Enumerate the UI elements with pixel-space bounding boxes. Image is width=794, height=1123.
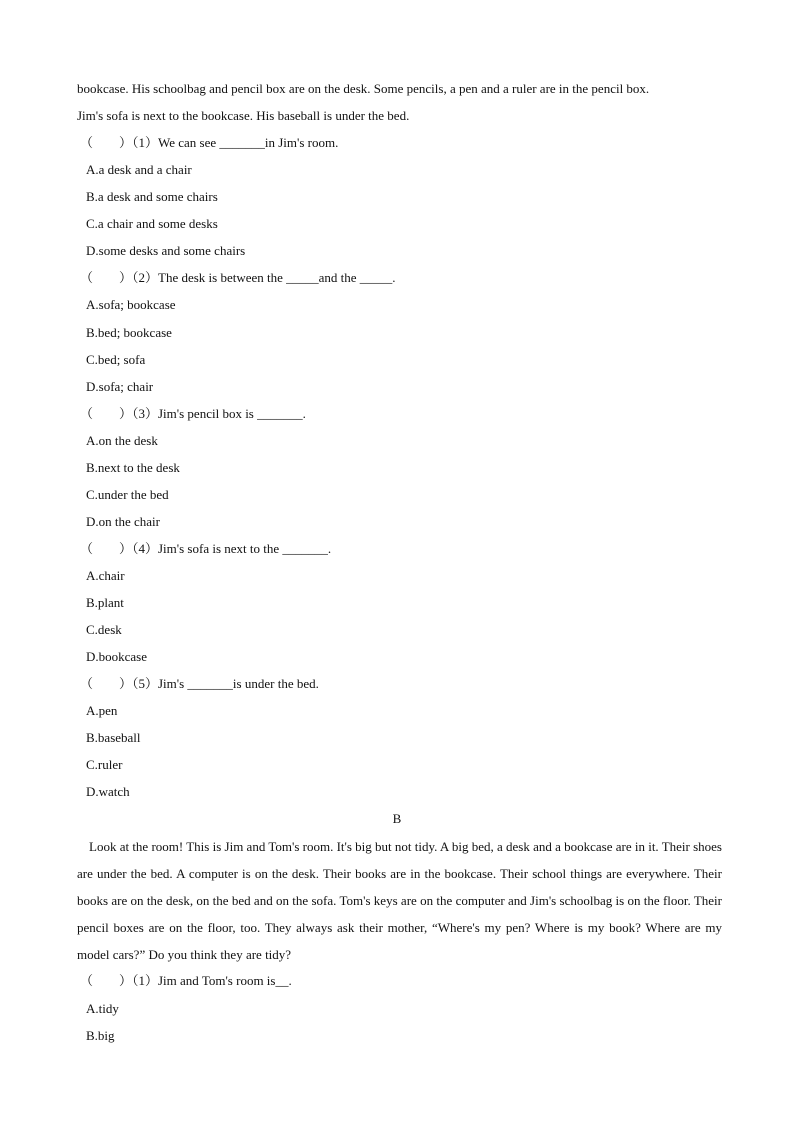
question-a5-stem: （ ）（5）Jim's _______is under the bed. <box>80 676 319 691</box>
passage-a-line-1: bookcase. His schoolbag and pencil box are on the desk. Some pencils, a pen and a ruler are in the pencil box. <box>77 81 650 96</box>
question-a1-stem: （ ）（1）We can see _______in Jim's room. <box>80 135 339 150</box>
question-a3-option-b: B.next to the desk <box>86 460 180 475</box>
question-a3-option-c: C.under the bed <box>86 487 169 502</box>
question-a4-option-c: C.desk <box>86 622 122 637</box>
question-a1-option-c: C.a chair and some desks <box>86 216 218 231</box>
question-a2-option-b: B.bed; bookcase <box>86 325 172 340</box>
question-a5-option-c: C.ruler <box>86 757 123 772</box>
section-b-heading: B <box>392 811 402 826</box>
question-a2-option-c: C.bed; sofa <box>86 352 146 367</box>
question-a2-stem: （ ）（2）The desk is between the _____and the _____. <box>80 270 396 285</box>
question-a5-option-a: A.pen <box>86 703 118 718</box>
question-a1-option-a: A.a desk and a chair <box>86 162 192 177</box>
question-a1-option-d: D.some desks and some chairs <box>86 243 246 258</box>
section-b-passage: Look at the room! This is Jim and Tom's room. It's big but not tidy. A big bed, a desk and a bookcase are in it. Their shoes are under the bed. A computer is on the desk. Their books are in the bookcase. Their school things are everywhere. Their books are on the desk, on the bed and on the sofa. Tom's keys are on the computer and Jim's schoolbag is on the floor. Their pencil boxes are on the floor, too. They always ask their mother, “Where's my pen? Where is my book? Where are my model cars?” Do you think they are tidy? <box>77 839 722 962</box>
passage-a-line-2: Jim's sofa is next to the bookcase. His baseball is under the bed. <box>77 108 410 123</box>
question-b1-option-a: A.tidy <box>86 1001 119 1016</box>
question-b1-stem: （ ）（1）Jim and Tom's room is__. <box>80 973 292 988</box>
question-a3-stem: （ ）（3）Jim's pencil box is _______. <box>80 406 306 421</box>
question-a3-option-a: A.on the desk <box>86 433 158 448</box>
question-a4-option-b: B.plant <box>86 595 124 610</box>
question-a5-option-d: D.watch <box>86 784 130 799</box>
question-a4-option-d: D.bookcase <box>86 649 148 664</box>
question-a2-option-a: A.sofa; bookcase <box>86 297 176 312</box>
question-b1-option-b: B.big <box>86 1028 115 1043</box>
question-a5-option-b: B.baseball <box>86 730 141 745</box>
question-a2-option-d: D.sofa; chair <box>86 379 154 394</box>
question-a3-option-d: D.on the chair <box>86 514 161 529</box>
question-a4-stem: （ ）（4）Jim's sofa is next to the _______. <box>80 541 332 556</box>
question-a1-option-b: B.a desk and some chairs <box>86 189 218 204</box>
question-a4-option-a: A.chair <box>86 568 125 583</box>
